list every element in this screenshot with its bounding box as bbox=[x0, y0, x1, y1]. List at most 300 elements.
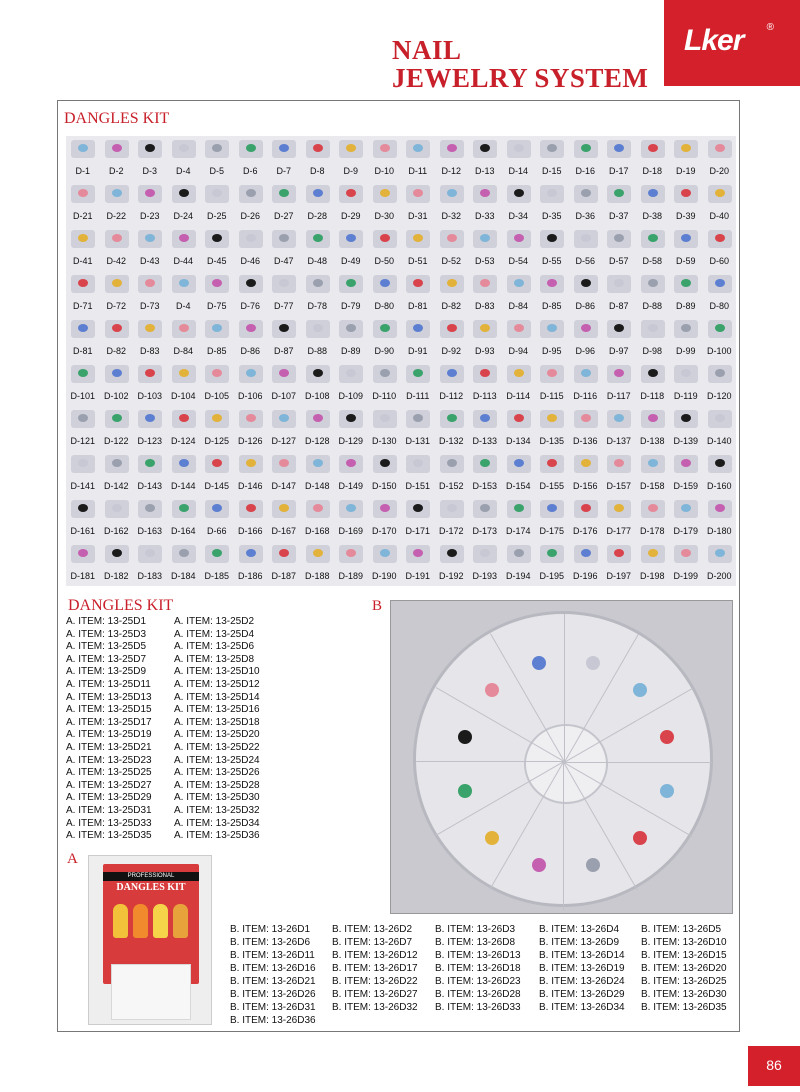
gem-icon bbox=[614, 414, 624, 422]
gem-icon bbox=[681, 414, 691, 422]
dangle-code: D-181 bbox=[70, 571, 95, 581]
gem-icon bbox=[514, 549, 524, 557]
dangle-code: D-36 bbox=[575, 211, 595, 221]
dangle-thumbnail bbox=[540, 500, 564, 518]
dangle-thumbnail bbox=[540, 410, 564, 428]
dangle-code: D-198 bbox=[639, 571, 665, 581]
dangle-thumbnail bbox=[708, 230, 732, 248]
dangle-code: D-16 bbox=[575, 166, 595, 176]
dangle-code: D-55 bbox=[541, 256, 562, 266]
dangle-item bbox=[636, 361, 670, 405]
dangle-thumbnail bbox=[607, 500, 631, 518]
gem-icon bbox=[246, 369, 256, 377]
gem-icon bbox=[78, 549, 88, 557]
gem-icon bbox=[380, 504, 390, 512]
gem-icon bbox=[447, 234, 457, 242]
dangle-code: D-87 bbox=[608, 301, 629, 311]
dangle-code: D-114 bbox=[506, 391, 531, 401]
dangle-item bbox=[301, 271, 335, 315]
dangle-thumbnail bbox=[507, 275, 531, 293]
dangle-code: D-146 bbox=[237, 481, 263, 491]
dangle-code: D-112 bbox=[439, 391, 464, 401]
dangle-item bbox=[133, 181, 167, 225]
gem-icon bbox=[514, 369, 524, 377]
b-item: B. ITEM: 13-26D15 bbox=[641, 950, 727, 961]
gem-icon bbox=[179, 549, 189, 557]
a-item: A. ITEM: 13-25D35 bbox=[66, 830, 152, 842]
dangle-code: D-134 bbox=[505, 436, 531, 446]
gem-icon bbox=[145, 504, 155, 512]
dangle-item bbox=[636, 181, 670, 225]
dangle-code: D-180 bbox=[706, 526, 732, 536]
dangle-item bbox=[167, 226, 201, 270]
dangle-code: D-193 bbox=[472, 571, 497, 581]
b-item: B. ITEM: 13-26D18 bbox=[435, 963, 521, 974]
gem-icon bbox=[547, 459, 557, 467]
gem-icon bbox=[614, 144, 624, 152]
dangle-thumbnail bbox=[373, 365, 397, 383]
dangle-item bbox=[167, 316, 201, 360]
dangle-item bbox=[569, 181, 603, 225]
dangle-item bbox=[368, 541, 402, 585]
gem-icon bbox=[614, 189, 624, 197]
gem-icon bbox=[581, 459, 591, 467]
dangle-code: D-42 bbox=[106, 256, 126, 266]
dangle-code: D-137 bbox=[606, 436, 631, 446]
dangle-thumbnail bbox=[708, 455, 732, 473]
dangle-thumbnail bbox=[574, 320, 598, 338]
dangle-item bbox=[569, 316, 603, 360]
dangle-item bbox=[368, 226, 402, 270]
dangle-item bbox=[535, 316, 569, 360]
dangle-code: D-107 bbox=[271, 391, 296, 401]
a-item: A. ITEM: 13-25D29 bbox=[66, 792, 152, 804]
dangle-thumbnail bbox=[440, 230, 464, 248]
dangle-thumbnail bbox=[105, 455, 129, 473]
dangle-item bbox=[502, 406, 536, 450]
dangle-code: D-93 bbox=[474, 346, 495, 356]
dangle-thumbnail bbox=[272, 455, 296, 473]
dangle-thumbnail bbox=[440, 320, 464, 338]
dangle-code: D-148 bbox=[304, 481, 330, 491]
dangle-item bbox=[267, 406, 301, 450]
dangle-thumbnail bbox=[239, 455, 263, 473]
dangle-code: D-127 bbox=[271, 436, 296, 446]
a-item: A. ITEM: 13-25D23 bbox=[66, 754, 152, 766]
dangle-thumbnail bbox=[71, 140, 95, 158]
gem-icon bbox=[514, 414, 524, 422]
gem-icon bbox=[179, 369, 189, 377]
dangle-thumbnail bbox=[674, 365, 698, 383]
dangle-item bbox=[569, 136, 603, 180]
dangle-code: D-168 bbox=[304, 526, 330, 536]
dangle-item bbox=[200, 316, 234, 360]
dangle-code: D-81 bbox=[407, 301, 428, 311]
dangle-code: D-24 bbox=[173, 211, 193, 221]
dangle-item bbox=[602, 361, 636, 405]
dangle-thumbnail bbox=[272, 500, 296, 518]
dangle-code: D-21 bbox=[72, 211, 93, 221]
dangle-thumbnail bbox=[440, 545, 464, 563]
dangle-code: D-129 bbox=[338, 436, 363, 446]
dangle-thumbnail bbox=[641, 140, 665, 158]
dangle-item bbox=[200, 181, 234, 225]
a-item: A. ITEM: 13-25D36 bbox=[174, 830, 260, 842]
dangle-item bbox=[535, 271, 569, 315]
dangle-code: D-80 bbox=[374, 301, 394, 311]
a-item: A. ITEM: 13-25D30 bbox=[174, 792, 260, 804]
charm-icon bbox=[458, 784, 472, 798]
gem-icon bbox=[346, 279, 356, 287]
dangle-thumbnail bbox=[607, 140, 631, 158]
dangle-thumbnail bbox=[473, 500, 497, 518]
b-item: B. ITEM: 13-26D25 bbox=[641, 976, 727, 987]
a-item: A. ITEM: 13-25D8 bbox=[174, 653, 255, 665]
dangle-thumbnail bbox=[708, 185, 732, 203]
dangle-thumbnail bbox=[574, 545, 598, 563]
gem-icon bbox=[715, 234, 725, 242]
dangle-thumbnail bbox=[473, 365, 497, 383]
a-item: A. ITEM: 13-25D13 bbox=[66, 691, 152, 703]
dangle-thumbnail bbox=[339, 365, 363, 383]
b-item: B. ITEM: 13-26D17 bbox=[332, 963, 418, 974]
gem-icon bbox=[179, 234, 189, 242]
dangle-thumbnail bbox=[574, 275, 598, 293]
gem-icon bbox=[313, 234, 323, 242]
dangle-item bbox=[66, 181, 100, 225]
dangle-code: D-194 bbox=[505, 571, 531, 581]
gem-icon bbox=[380, 144, 390, 152]
dangle-thumbnail bbox=[272, 185, 296, 203]
a-item: A. ITEM: 13-25D10 bbox=[174, 666, 260, 678]
dangle-item bbox=[301, 226, 335, 270]
dangle-thumbnail bbox=[406, 545, 430, 563]
dangle-item bbox=[66, 496, 100, 540]
a-item: A. ITEM: 13-25D17 bbox=[66, 716, 152, 728]
dangles-kit-list-title: DANGLES KIT bbox=[68, 597, 174, 614]
dangle-code: D-185 bbox=[204, 571, 229, 581]
dangle-code: D-125 bbox=[204, 436, 229, 446]
a-item: A. ITEM: 13-25D5 bbox=[66, 641, 147, 653]
dangle-item bbox=[368, 451, 402, 495]
dangle-item bbox=[301, 541, 335, 585]
dangle-thumbnail bbox=[239, 365, 263, 383]
charm-icon bbox=[532, 858, 546, 872]
gem-icon bbox=[413, 144, 423, 152]
dangle-code: D-99 bbox=[675, 346, 696, 356]
grid-row bbox=[66, 451, 736, 495]
gem-icon bbox=[112, 414, 122, 422]
gem-icon bbox=[313, 144, 323, 152]
dangle-item bbox=[502, 496, 536, 540]
dangle-item bbox=[569, 271, 603, 315]
dangle-thumbnail bbox=[172, 500, 196, 518]
dangle-item bbox=[133, 271, 167, 315]
gem-icon bbox=[346, 144, 356, 152]
dangle-thumbnail bbox=[71, 275, 95, 293]
dangle-thumbnail bbox=[507, 410, 531, 428]
dangle-code: D-156 bbox=[572, 481, 598, 491]
dangle-thumbnail bbox=[71, 365, 95, 383]
a-item: A. ITEM: 13-25D18 bbox=[174, 716, 260, 728]
dangle-code: D-138 bbox=[639, 436, 665, 446]
gem-icon bbox=[581, 504, 591, 512]
dangle-item bbox=[200, 226, 234, 270]
dangle-thumbnail bbox=[272, 275, 296, 293]
dangle-thumbnail bbox=[239, 545, 263, 563]
gem-icon bbox=[715, 279, 725, 287]
dangle-item bbox=[167, 271, 201, 315]
dangle-code: D-195 bbox=[539, 571, 564, 581]
dangle-item bbox=[669, 406, 703, 450]
dangle-item bbox=[200, 136, 234, 180]
dangle-thumbnail bbox=[540, 455, 564, 473]
dangle-thumbnail bbox=[641, 230, 665, 248]
dangle-code: D-38 bbox=[642, 211, 662, 221]
dangle-code: D-172 bbox=[438, 526, 464, 536]
b-item: B. ITEM: 13-26D3 bbox=[435, 924, 516, 935]
dangle-thumbnail bbox=[339, 410, 363, 428]
gem-icon bbox=[547, 504, 557, 512]
dangle-code: D-143 bbox=[137, 481, 162, 491]
dangle-code: D-191 bbox=[405, 571, 430, 581]
dangle-item bbox=[669, 496, 703, 540]
dangle-item bbox=[703, 541, 737, 585]
dangle-code: D-51 bbox=[407, 256, 428, 266]
dangle-item bbox=[334, 136, 368, 180]
dangle-code: D-83 bbox=[474, 301, 495, 311]
dangle-thumbnail bbox=[205, 230, 229, 248]
dangle-thumbnail bbox=[574, 500, 598, 518]
a-item: A. ITEM: 13-25D34 bbox=[174, 817, 260, 829]
dangle-thumbnail bbox=[473, 230, 497, 248]
dangle-item bbox=[602, 271, 636, 315]
nail-tip-1 bbox=[113, 904, 128, 938]
dangle-item bbox=[100, 271, 134, 315]
dangle-item bbox=[66, 361, 100, 405]
gem-icon bbox=[78, 144, 88, 152]
gem-icon bbox=[715, 189, 725, 197]
dangle-code: D-167 bbox=[271, 526, 296, 536]
gem-icon bbox=[112, 189, 122, 197]
dangle-code: D-166 bbox=[237, 526, 263, 536]
dangle-thumbnail bbox=[138, 365, 162, 383]
dangle-thumbnail bbox=[205, 545, 229, 563]
gem-icon bbox=[179, 414, 189, 422]
dangle-item bbox=[703, 406, 737, 450]
dangle-code: D-142 bbox=[103, 481, 129, 491]
gem-icon bbox=[246, 324, 256, 332]
dangle-code: D-187 bbox=[271, 571, 296, 581]
dangle-code: D-79 bbox=[340, 301, 361, 311]
dangle-code: D-12 bbox=[441, 166, 461, 176]
a-item: A. ITEM: 13-25D16 bbox=[174, 704, 260, 716]
dangle-thumbnail bbox=[239, 140, 263, 158]
dangle-item bbox=[267, 316, 301, 360]
dangle-thumbnail bbox=[507, 185, 531, 203]
dangle-code: D-100 bbox=[706, 346, 732, 356]
dangle-item bbox=[502, 316, 536, 360]
dangle-thumbnail bbox=[138, 320, 162, 338]
gem-icon bbox=[413, 324, 423, 332]
b-item: B. ITEM: 13-26D12 bbox=[332, 950, 418, 961]
dangle-code: D-10 bbox=[374, 166, 394, 176]
dangle-code: D-89 bbox=[675, 301, 696, 311]
gem-icon bbox=[279, 144, 289, 152]
dangle-thumbnail bbox=[540, 230, 564, 248]
gem-icon bbox=[480, 279, 490, 287]
gem-icon bbox=[480, 504, 490, 512]
dangle-code: D-106 bbox=[237, 391, 263, 401]
dangle-item bbox=[234, 541, 268, 585]
dangle-item bbox=[368, 316, 402, 360]
gem-icon bbox=[212, 144, 222, 152]
gem-icon bbox=[212, 459, 222, 467]
dangle-code: D-104 bbox=[170, 391, 196, 401]
dangle-thumbnail bbox=[641, 365, 665, 383]
a-item: A. ITEM: 13-25D15 bbox=[66, 704, 152, 716]
dangle-item bbox=[703, 316, 737, 360]
b-item: B. ITEM: 13-26D10 bbox=[641, 937, 727, 948]
gem-icon bbox=[614, 279, 624, 287]
dangle-code: D-132 bbox=[438, 436, 464, 446]
dangle-thumbnail bbox=[708, 410, 732, 428]
dangle-thumbnail bbox=[205, 320, 229, 338]
dangle-thumbnail bbox=[272, 140, 296, 158]
dangle-item bbox=[334, 271, 368, 315]
gem-icon bbox=[715, 369, 725, 377]
b-item: B. ITEM: 13-26D20 bbox=[641, 963, 727, 974]
dangle-code: D-131 bbox=[405, 436, 430, 446]
dangle-code: D-81 bbox=[72, 346, 93, 356]
dangle-item bbox=[368, 136, 402, 180]
a-item: A. ITEM: 13-25D24 bbox=[174, 754, 260, 766]
gem-icon bbox=[614, 504, 624, 512]
gem-icon bbox=[614, 324, 624, 332]
gem-icon bbox=[514, 234, 524, 242]
dangle-item bbox=[234, 361, 268, 405]
gem-icon bbox=[581, 279, 591, 287]
dangle-thumbnail bbox=[708, 140, 732, 158]
dangle-item bbox=[602, 136, 636, 180]
dangle-item bbox=[200, 406, 234, 450]
grid-row bbox=[66, 361, 736, 405]
dangle-item bbox=[669, 316, 703, 360]
dangle-code: D-91 bbox=[407, 346, 428, 356]
dangle-thumbnail bbox=[507, 140, 531, 158]
dangle-item bbox=[301, 496, 335, 540]
dangle-code: D-9 bbox=[343, 166, 358, 176]
dangle-item bbox=[468, 406, 502, 450]
dangle-code: D-33 bbox=[474, 211, 495, 221]
b-item: B. ITEM: 13-26D30 bbox=[641, 989, 727, 1000]
dangle-code: D-28 bbox=[307, 211, 327, 221]
dangle-thumbnail bbox=[641, 410, 665, 428]
dangle-thumbnail bbox=[339, 500, 363, 518]
page-title bbox=[392, 36, 648, 92]
dangle-thumbnail bbox=[607, 185, 631, 203]
dangle-code: D-169 bbox=[338, 526, 363, 536]
gem-icon bbox=[145, 549, 155, 557]
dangle-code: D-30 bbox=[374, 211, 394, 221]
dangle-code: D-109 bbox=[338, 391, 363, 401]
b-item: B. ITEM: 13-26D6 bbox=[230, 937, 311, 948]
dangle-thumbnail bbox=[440, 185, 464, 203]
b-item: B. ITEM: 13-26D11 bbox=[230, 950, 315, 961]
dangle-thumbnail bbox=[406, 365, 430, 383]
dangle-thumbnail bbox=[641, 185, 665, 203]
gem-icon bbox=[681, 144, 691, 152]
dangle-code: D-4 bbox=[175, 301, 191, 311]
b-item: B. ITEM: 13-26D13 bbox=[435, 950, 521, 961]
dangle-item bbox=[703, 136, 737, 180]
dangle-item bbox=[435, 136, 469, 180]
dangle-thumbnail bbox=[272, 320, 296, 338]
gem-icon bbox=[380, 549, 390, 557]
dangle-thumbnail bbox=[272, 545, 296, 563]
dangle-thumbnail bbox=[406, 275, 430, 293]
dangle-thumbnail bbox=[239, 185, 263, 203]
dangle-code: D-135 bbox=[539, 436, 564, 446]
dangle-thumbnail bbox=[306, 320, 330, 338]
dangle-thumbnail bbox=[540, 365, 564, 383]
gem-icon bbox=[413, 459, 423, 467]
dangle-code: D-161 bbox=[70, 526, 95, 536]
dangle-code: D-66 bbox=[206, 526, 227, 536]
dangle-code: D-72 bbox=[106, 301, 126, 311]
dangle-item bbox=[133, 496, 167, 540]
dangle-code: D-20 bbox=[709, 166, 729, 176]
charm-icon bbox=[586, 858, 600, 872]
gem-icon bbox=[78, 234, 88, 242]
dangle-code: D-1 bbox=[75, 166, 90, 176]
gem-icon bbox=[447, 459, 457, 467]
dangle-thumbnail bbox=[205, 140, 229, 158]
dangle-code: D-170 bbox=[371, 526, 397, 536]
dangle-thumbnail bbox=[641, 320, 665, 338]
gem-icon bbox=[346, 324, 356, 332]
dangle-thumbnail bbox=[239, 500, 263, 518]
gem-icon bbox=[313, 504, 323, 512]
dangle-thumbnail bbox=[205, 500, 229, 518]
dangle-item bbox=[167, 496, 201, 540]
dangle-item bbox=[468, 226, 502, 270]
gem-icon bbox=[279, 459, 289, 467]
gem-icon bbox=[547, 549, 557, 557]
dangle-item bbox=[602, 226, 636, 270]
dangle-code: D-77 bbox=[273, 301, 294, 311]
dangle-thumbnail bbox=[674, 455, 698, 473]
dangle-item bbox=[468, 181, 502, 225]
dangle-code: D-59 bbox=[675, 256, 696, 266]
gem-icon bbox=[447, 324, 457, 332]
dangle-thumbnail bbox=[339, 455, 363, 473]
dangle-item bbox=[569, 541, 603, 585]
dangle-thumbnail bbox=[574, 365, 598, 383]
dangle-code: D-15 bbox=[541, 166, 562, 176]
a-item: A. ITEM: 13-25D22 bbox=[174, 742, 260, 753]
b-item: B. ITEM: 13-26D2 bbox=[332, 924, 413, 935]
b-item: B. ITEM: 13-26D19 bbox=[539, 963, 625, 974]
dangle-thumbnail bbox=[674, 230, 698, 248]
gem-icon bbox=[212, 549, 222, 557]
dangle-item bbox=[602, 451, 636, 495]
gem-icon bbox=[447, 504, 457, 512]
gem-icon bbox=[547, 279, 557, 287]
charm-icon bbox=[633, 683, 647, 697]
dangle-code: D-136 bbox=[572, 436, 598, 446]
dangle-item bbox=[167, 451, 201, 495]
